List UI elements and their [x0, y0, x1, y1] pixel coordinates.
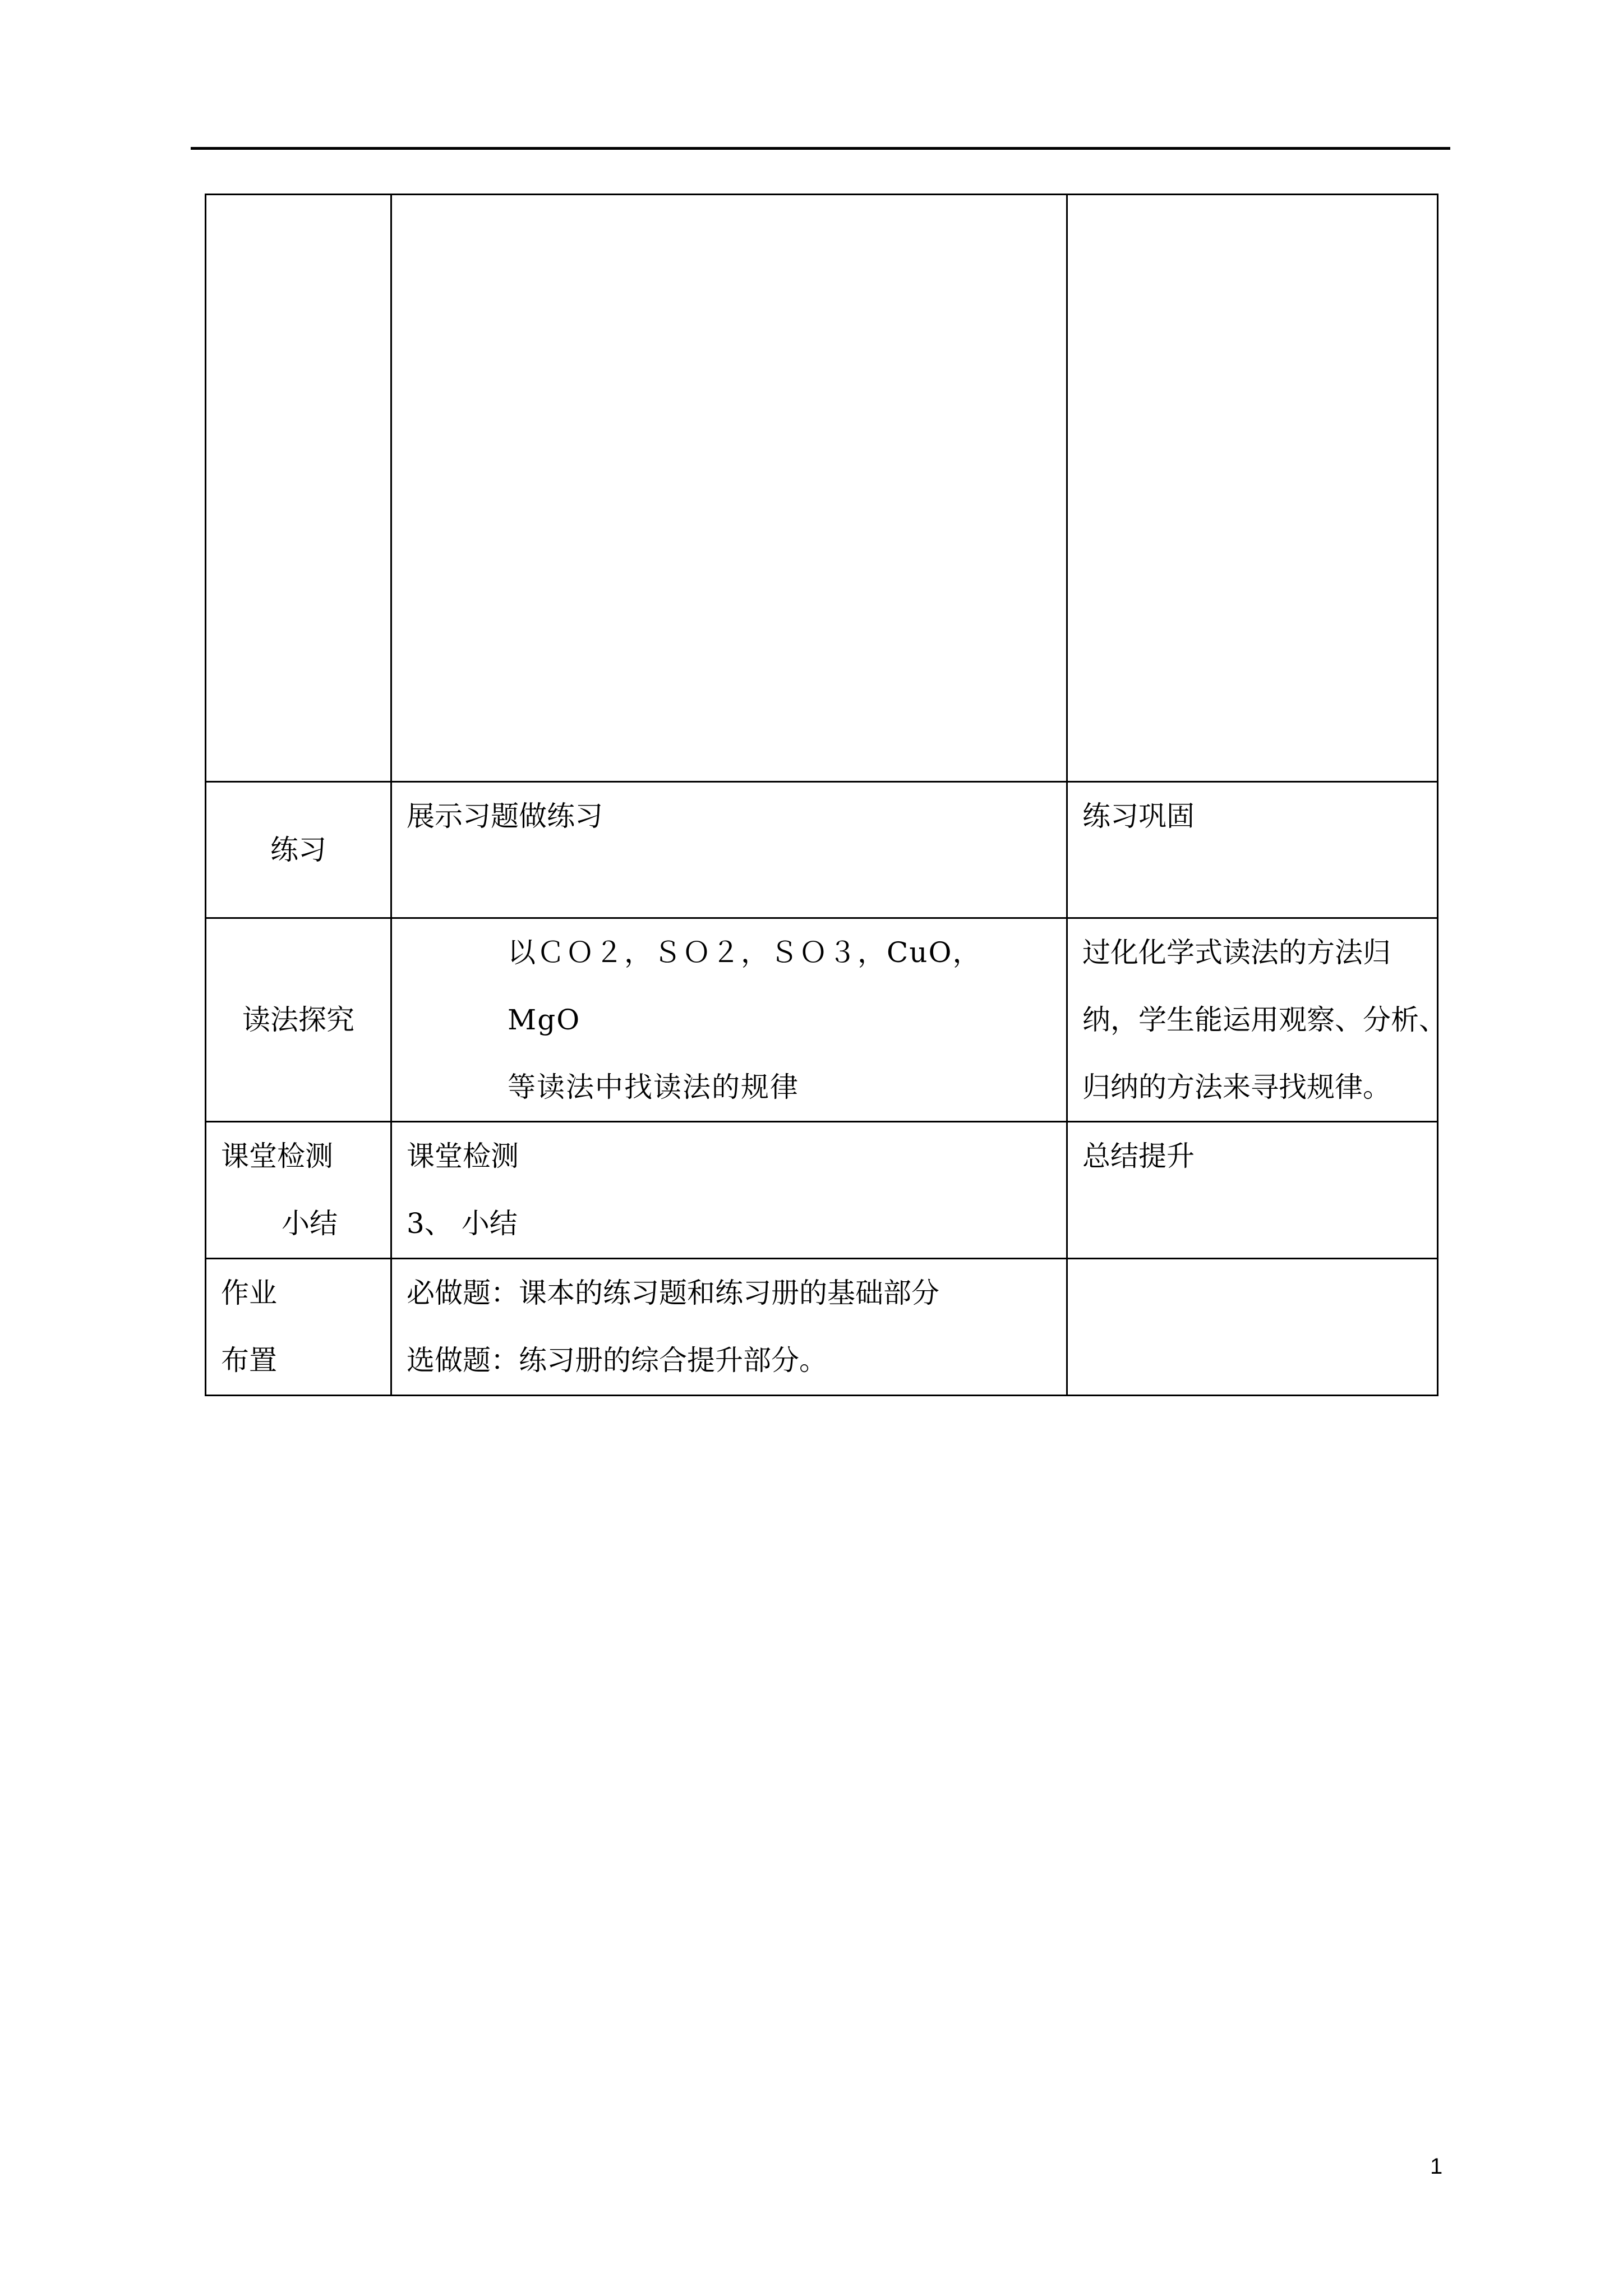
blank-label-cell	[206, 195, 391, 782]
check-purpose: 总结提升	[1082, 1140, 1195, 1172]
check-activity-line1: 课堂检测	[407, 1140, 519, 1172]
check-activity-line2: 3、 小结	[407, 1207, 518, 1240]
practice-label: 练习	[270, 834, 326, 866]
check-purpose-cell	[1067, 1122, 1438, 1259]
lesson-plan-table	[205, 194, 1447, 1396]
reading-activity-cell	[391, 918, 1067, 1122]
table-row-blank	[206, 195, 1438, 782]
homework-purpose-cell	[1067, 1259, 1438, 1396]
table-row-reading	[206, 918, 1438, 1122]
check-label-line1: 课堂检测	[221, 1140, 333, 1172]
check-label-line2: 小结	[282, 1207, 338, 1240]
reading-label: 读法探究	[242, 1004, 354, 1036]
homework-label-line2: 布置	[221, 1344, 277, 1377]
table-row-practice	[206, 782, 1438, 918]
page-number: 1	[1430, 2154, 1443, 2179]
practice-label-cell	[206, 782, 391, 918]
practice-activity: 展示习题做练习	[407, 800, 603, 832]
check-activity-cell	[391, 1122, 1067, 1259]
reading-purpose-cell	[1067, 918, 1447, 1122]
reading-activity-line1: 以ＣＯ２，ＳＯ２，ＳＯ３，CuO，MgO	[508, 936, 982, 1036]
reading-purpose-line2: 纳，学生能运用观察、分析、	[1082, 1004, 1447, 1036]
homework-label-cell	[206, 1259, 391, 1396]
reading-purpose-line1: 过化化学式读法的方法归	[1082, 936, 1391, 969]
reading-purpose-line3: 归纳的方法来寻找规律。	[1082, 1071, 1391, 1103]
check-label-cell	[206, 1122, 391, 1259]
practice-purpose-cell	[1067, 782, 1438, 918]
table-row-check	[206, 1122, 1438, 1259]
blank-activity-cell	[391, 195, 1067, 782]
homework-activity-line2: 选做题：练习册的综合提升部分。	[407, 1344, 827, 1377]
homework-label-line1: 作业	[221, 1277, 277, 1309]
homework-activity-line1: 必做题：课本的练习题和练习册的基础部分	[407, 1277, 939, 1309]
reading-label-cell	[206, 918, 391, 1122]
practice-activity-cell	[391, 782, 1067, 918]
table-row-homework	[206, 1259, 1438, 1396]
header-rule	[191, 147, 1450, 150]
reading-activity-line2: 等读法中找读法的规律	[508, 1071, 799, 1103]
homework-activity-cell	[391, 1259, 1067, 1396]
blank-purpose-cell	[1067, 195, 1438, 782]
practice-purpose: 练习巩固	[1082, 800, 1195, 832]
